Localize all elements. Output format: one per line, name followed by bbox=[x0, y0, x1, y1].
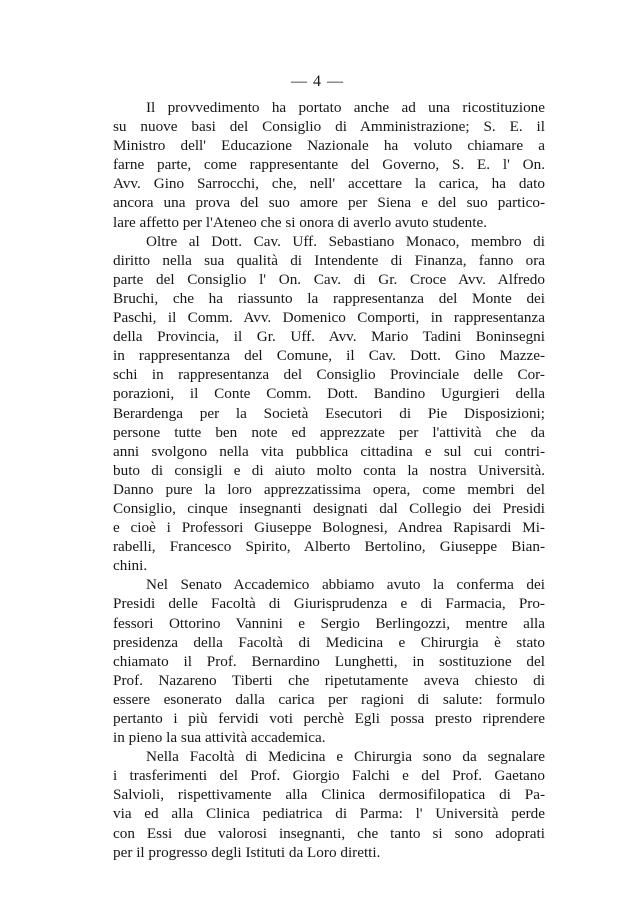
text-line: Ministro dell' Educazione Nazionale ha voluto chiamare a bbox=[113, 137, 545, 155]
text-line: Avv. Gino Sarrocchi, che, nell' accettare la carica, ha dato bbox=[113, 175, 545, 193]
text-line: schi in rappresentanza del Consiglio Provinciale delle Cor- bbox=[113, 366, 545, 384]
text-line: ancora una prova del suo amore per Siena e del suo partico- bbox=[113, 194, 545, 212]
text-line: Bruchi, che ha riassunto la rappresentanza del Monte dei bbox=[113, 289, 545, 307]
paragraph bbox=[113, 575, 545, 747]
text-line: persone tutte ben note ed apprezzate per l'attività che da bbox=[113, 423, 545, 441]
text-line: fessori Ottorino Vannini e Sergio Berlingozzi, mentre alla bbox=[113, 614, 545, 632]
paragraph bbox=[113, 232, 545, 576]
text-line: Oltre al Dott. Cav. Uff. Sebastiano Monaco, membro di bbox=[146, 232, 545, 250]
page-number: — 4 — bbox=[291, 73, 344, 90]
text-line: diritto nella sua qualità di Intendente di Finanza, fanno ora bbox=[113, 251, 545, 269]
text-line: Prof. Nazareno Tiberti che ripetutamente aveva chiesto di bbox=[113, 671, 545, 689]
text-line: chiamato il Prof. Bernardino Lunghetti, in sostituzione del bbox=[113, 652, 545, 670]
text-line: essere esonerato dalla carica per ragioni di salute: formulo bbox=[113, 690, 545, 708]
text-line: parte del Consiglio l' On. Cav. di Gr. Croce Avv. Alfredo bbox=[113, 270, 545, 288]
text-line: rabelli, Francesco Spirito, Alberto Bertolino, Giuseppe Bian- bbox=[113, 538, 545, 556]
text-line: in pieno la sua attività accademica. bbox=[113, 729, 326, 747]
text-line: su nuove basi del Consiglio di Amministrazione; S. E. il bbox=[113, 118, 545, 136]
body-text bbox=[113, 98, 545, 862]
text-line: Danno pure la loro apprezzatissima opera, come membri del bbox=[113, 480, 545, 498]
text-line: con Essi due valorosi insegnanti, che tanto si sono adoprati bbox=[113, 824, 545, 842]
text-line: Paschi, il Comm. Avv. Domenico Comporti, in rappresentanza bbox=[113, 309, 545, 327]
text-line: in rappresentanza del Comune, il Cav. Dott. Gino Mazze- bbox=[113, 347, 545, 365]
text-line: Presidi delle Facoltà di Giurisprudenza e di Farmacia, Pro- bbox=[113, 595, 545, 613]
text-line: Nel Senato Accademico abbiamo avuto la conferma dei bbox=[146, 576, 545, 594]
text-line: e cioè i Professori Giuseppe Bolognesi, Andrea Rapisardi Mi- bbox=[113, 519, 545, 537]
text-line: Salvioli, rispettivamente alla Clinica dermosifilopatica di Pa- bbox=[113, 786, 545, 804]
text-line: Nella Facoltà di Medicina e Chirurgia sono da segnalare bbox=[146, 748, 545, 766]
text-line: anni svolgono nella vita pubblica cittadina e sul cui contri- bbox=[113, 442, 545, 460]
text-line: via ed alla Clinica pediatrica di Parma: l' Università perde bbox=[113, 805, 545, 823]
text-line: Il provvedimento ha portato anche ad una ricostituzione bbox=[146, 99, 545, 116]
text-line: chini. bbox=[113, 557, 148, 575]
text-line: Berardenga per la Società Esecutori di Pie Disposizioni; bbox=[113, 404, 545, 422]
text-line: pertanto i più fervidi voti perchè Egli possa presto riprendere bbox=[113, 710, 545, 727]
text-line: porazioni, il Conte Comm. Dott. Bandino Ugurgieri della bbox=[113, 385, 545, 403]
text-line: per il progresso degli Istituti da Loro diretti. bbox=[113, 843, 381, 861]
paragraph bbox=[113, 98, 545, 232]
text-line: presidenza della Facoltà di Medicina e Chirurgia è stato bbox=[113, 633, 545, 651]
text-line: farne parte, come rappresentante del Governo, S. E. l' On. bbox=[113, 156, 545, 174]
text-line: i trasferimenti del Prof. Giorgio Falchi e del Prof. Gaetano bbox=[113, 767, 545, 785]
text-line: lare affetto per l'Ateneo che si onora di averlo avuto studente. bbox=[113, 213, 487, 231]
text-line: della Provincia, il Gr. Uff. Avv. Mario Tadini Boninsegni bbox=[113, 328, 545, 346]
text-line: Consiglio, cinque insegnanti designati dal Collegio dei Presidi bbox=[113, 499, 545, 517]
paragraph bbox=[113, 747, 545, 862]
text-line: buto di consigli e di aiuto molto conta la nostra Università. bbox=[113, 461, 545, 479]
